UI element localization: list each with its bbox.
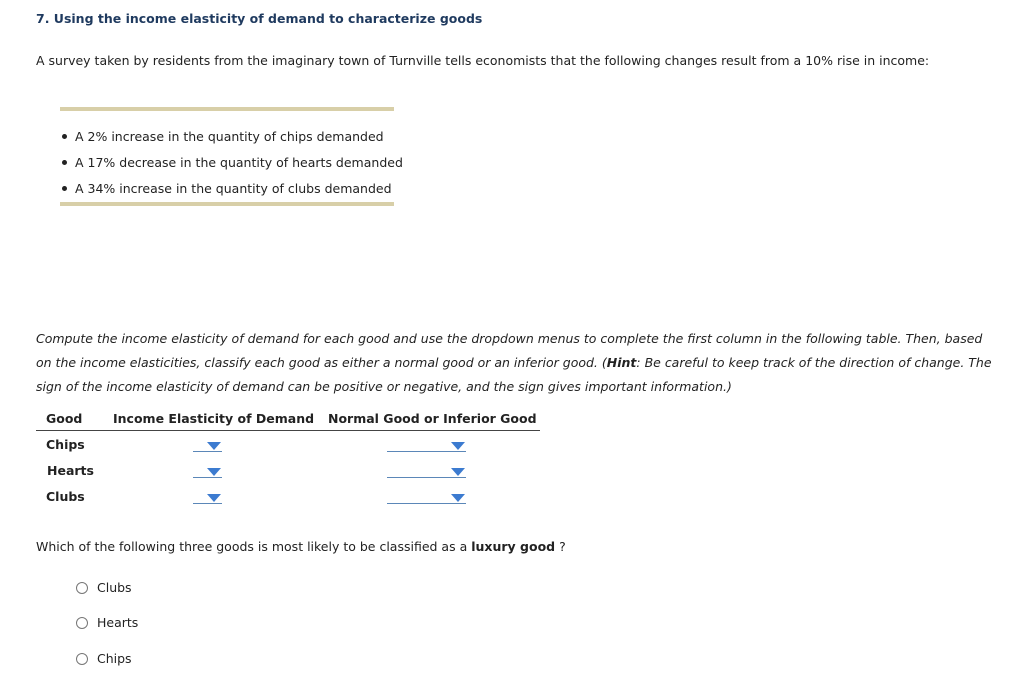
question-title: 7. Using the income elasticity of demand to characterize goods [36,11,483,26]
classification-dropdown-chips[interactable] [387,437,466,452]
header-good: Good [46,411,83,426]
list-item: A 34% increase in the quantity of clubs demanded [60,175,420,201]
chevron-down-icon [207,494,221,502]
header-classification: Normal Good or Inferior Good [328,411,537,426]
option-chips[interactable]: Chips [76,651,132,666]
option-clubs[interactable]: Clubs [76,580,132,595]
instructions: Compute the income elasticity of demand for each good and use the dropdown menus to complete the first column in the following table. Then, based on the income elasticities, classify each good as either a normal good or an inferior good. (Hint: Be careful to keep track of the direction of change. The sign of the income elasticity of demand can be positive or negative, and the sign gives important information.) [36,331,992,394]
list-item: A 17% decrease in the quantity of hearts demanded [60,149,420,175]
hint-label: Hint [606,355,637,370]
chevron-down-icon [207,468,221,476]
chevron-down-icon [451,468,465,476]
classification-dropdown-clubs[interactable] [387,489,466,504]
header-elasticity: Income Elasticity of Demand [113,411,315,426]
bullet-icon [62,186,67,191]
elasticity-dropdown-chips[interactable] [193,437,222,452]
row-label-clubs: Clubs [46,489,85,504]
luxury-question: Which of the following three goods is most likely to be classified as a luxury good ? [36,539,566,554]
chevron-down-icon [207,442,221,450]
top-divider [60,107,394,111]
bullet-icon [62,134,67,139]
table-header-rule [36,430,540,431]
elasticity-dropdown-hearts[interactable] [193,463,222,478]
row-label-hearts: Hearts [47,463,94,478]
classification-dropdown-hearts[interactable] [387,463,466,478]
chevron-down-icon [451,442,465,450]
list-item: A 2% increase in the quantity of chips demanded [60,123,420,149]
luxury-emphasis: luxury good [471,539,556,554]
option-hearts[interactable]: Hearts [76,615,138,630]
elasticity-dropdown-clubs[interactable] [193,489,222,504]
row-label-chips: Chips [46,437,85,452]
bottom-divider [60,202,394,206]
radio-button[interactable] [76,582,88,594]
bullet-icon [62,160,67,165]
survey-intro: A survey taken by residents from the imaginary town of Turnville tells economists that the following changes result from a 10% rise in income: [36,53,930,68]
chevron-down-icon [451,494,465,502]
radio-button[interactable] [76,653,88,665]
changes-list [60,123,420,201]
radio-button[interactable] [76,617,88,629]
